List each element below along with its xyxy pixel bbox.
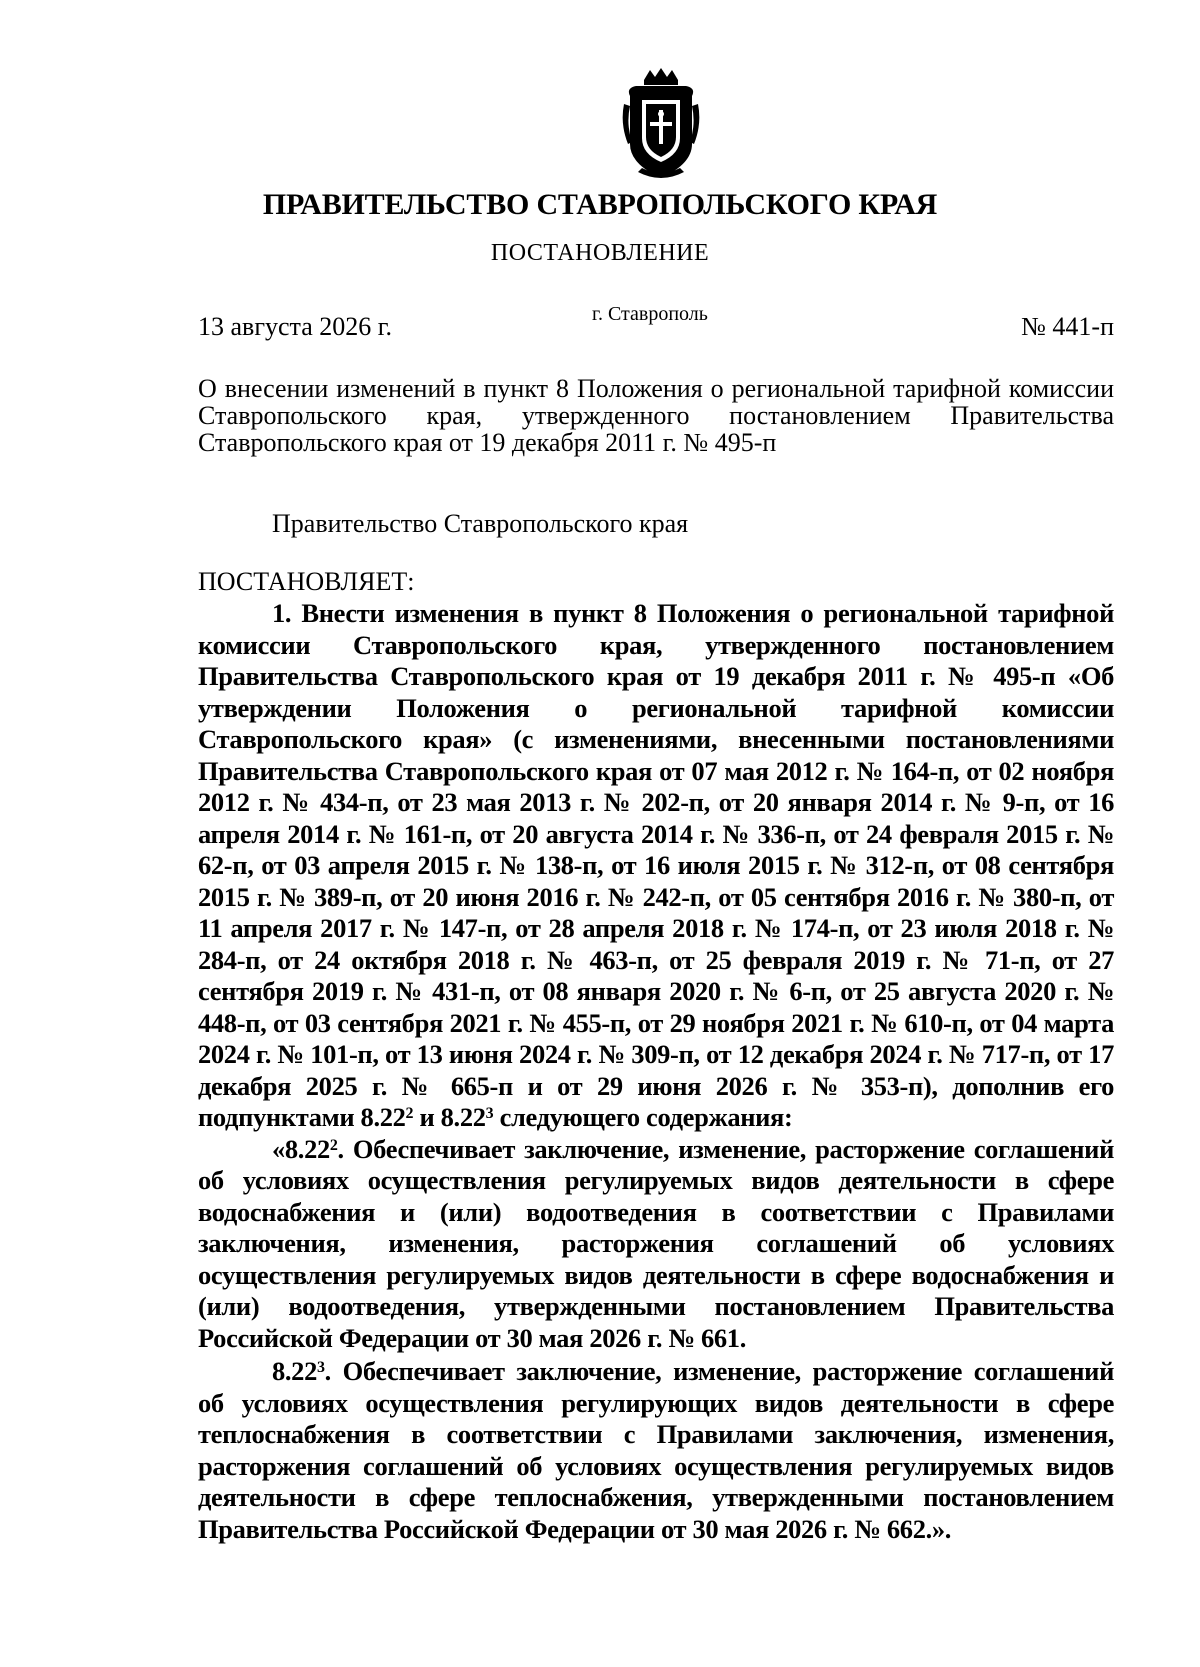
document-type: ПОСТАНОВЛЕНИЕ: [490, 240, 710, 266]
organization-title: ПРАВИТЕЛЬСТВО СТАВРОПОЛЬСКОГО КРАЯ: [262, 188, 938, 221]
paragraph-3-prefix: 8.22: [272, 1356, 317, 1386]
paragraph-1-tail: следующего содержания:: [493, 1102, 793, 1132]
paragraph-1-mid: и 8.22: [413, 1102, 486, 1132]
document-subject: О внесении изменений в пункт 8 Положения о региональной тарифной комиссии Ставропольского края, утвержденного постановлением Правительства Ставропольского края от 19 декабря 2011 г. № 495-п: [198, 374, 1114, 457]
superscript: 2: [329, 1136, 338, 1154]
document-city: г. Ставрополь: [592, 303, 708, 325]
paragraph-2: [198, 1134, 1114, 1355]
paragraph-3-text: . Обеспечивает заключение, изменение, расторжение соглашений об условиях осуществления регулирующих видов деятельности в сфере теплоснабжения в соответствии с Правилами заключения, изменения, расторжения соглашений об условиях осуществления регулируемых видов деятельности в сфере теплоснабжения, утвержденными постановлением Правительства Российской Федерации от 30 мая 2026 г. № 662.».: [198, 1356, 1114, 1544]
document-number: № 441-п: [1021, 312, 1114, 341]
paragraph-2-prefix: «8.22: [272, 1133, 330, 1164]
decree-word: ПОСТАНОВЛЯЕТ:: [198, 567, 415, 596]
superscript: 3: [485, 1105, 494, 1122]
superscript: 3: [316, 1359, 325, 1376]
paragraph-1-text: 1. Внести изменения в пункт 8 Положения о региональной тарифной комиссии Ставропольского края, утвержденного постановлением Правительства Ставропольского края от 19 декабря 2011 г. № 495-п «Об утверждении Положения о региональной тарифной комиссии Ставропольского края» (с изменениями, внесенными постановлениями Правительства Ставропольского края от 07 мая 2012 г. № 164-п, от 02 ноября 2012 г. № 434-п, от 23 мая 2013 г. № 202-п, от 20 января 2014 г. № 9-п, от 16 апреля 2014 г. № 161-п, от 20 августа 2014 г. № 336-п, от 24 февраля 2015 г. № 62-п, от 03 апреля 2015 г. № 138-п, от 16 июля 2015 г. № 312-п, от 08 сентября 2015 г. № 389-п, от 20 июня 2016 г. № 242-п, от 05 сентября 2016 г. № 380-п, от 11 апреля 2017 г. № 147-п, от 28 апреля 2018 г. № 174-п, от 23 июля 2018 г. № 284-п, от 24 октября 2018 г. № 463-п, от 25 февраля 2019 г. № 71-п, от 27 сентября 2019 г. № 431-п, от 08 января 2020 г. № 6-п, от 25 августа 2020 г. № 448-п, от 03 сентября 2021 г. № 455-п, от 29 ноября 2021 г. № 610-п, от 04 марта 2024 г. № 101-п, от 13 июня 2024 г. № 309-п, от 12 декабря 2024 г. № 717-п, от 17 декабря 2025 г. № 665-п и от 29 июня 2026 г. № 353-п), дополнив его подпунктами 8.22: [198, 598, 1114, 1132]
paragraph-2-text: . Обеспечивает заключение, изменение, расторжение соглашений об условиях осуществления регулируемых видов деятельности в сфере водоснабжения и (или) водоотведения в соответствии с Правилами заключения, изменения, расторжения соглашений об условиях осуществления регулируемых видов деятельности в сфере водоснабжения и (или) водоотведения, утвержденными постановлением Правительства Российской Федерации от 30 мая 2026 г. № 661.: [198, 1133, 1114, 1353]
intro-line: Правительство Ставропольского края: [272, 509, 689, 538]
paragraph-3: [198, 1356, 1114, 1545]
document-date: 13 августа 2026 г.: [198, 312, 392, 341]
superscript: 2: [405, 1105, 414, 1122]
document-body: [198, 598, 1114, 1545]
paragraph-1: [198, 598, 1114, 1134]
coat-of-arms-icon: [622, 66, 700, 184]
